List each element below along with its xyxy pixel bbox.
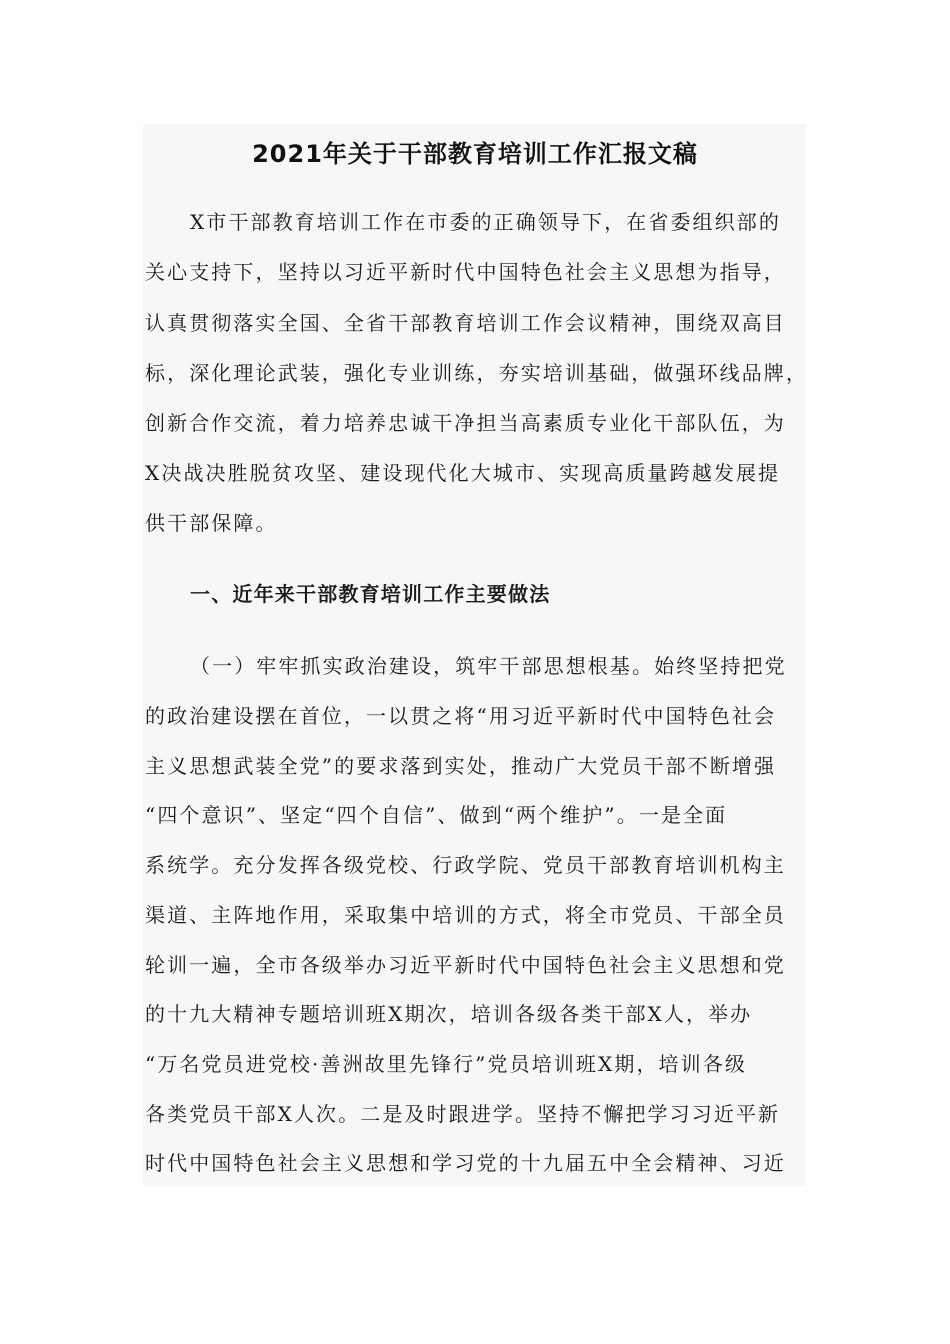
body-line: “万名党员进党校·善洲故里先锋行”党员培训班X期，培训各级 bbox=[145, 1052, 747, 1076]
intro-line: 创新合作交流，着力培养忠诚干净担当高素质专业化干部队伍，为 bbox=[145, 411, 786, 435]
body-line: （一）牢牢抓实政治建设，筑牢干部思想根基。始终坚持把党 bbox=[190, 654, 787, 678]
body-line: “四个意识”、坚定“四个自信”、做到“两个维护”。一是全面 bbox=[145, 803, 728, 827]
section-heading: 一、近年来干部教育培训工作主要做法 bbox=[190, 582, 551, 606]
intro-line: 供干部保障。 bbox=[145, 511, 278, 535]
body-line: 的政治建设摆在首位，一以贯之将“用习近平新时代中国特色社会 bbox=[145, 704, 777, 728]
document-title: 2021年关于干部教育培训工作汇报文稿 bbox=[252, 140, 698, 168]
body-line: 轮训一遍，全市各级举办习近平新时代中国特色社会主义思想和党 bbox=[145, 953, 786, 977]
intro-line: 认真贯彻落实全国、全省干部教育培训工作会议精神，围绕双高目 bbox=[145, 311, 786, 335]
intro-line: X决战决胜脱贫攻坚、建设现代化大城市、实现高质量跨越发展提 bbox=[145, 461, 781, 485]
body-line: 的十九大精神专题培训班X期次，培训各级各类干部X人，举办 bbox=[145, 1002, 753, 1026]
intro-line: 标，深化理论武装，强化专业训练，夯实培训基础，做强环线品牌， bbox=[145, 361, 808, 385]
intro-line: X市干部教育培训工作在市委的正确领导下，在省委组织部的 bbox=[190, 210, 781, 234]
body-line: 时代中国特色社会主义思想和学习党的十九届五中全会精神、习近 bbox=[145, 1151, 786, 1175]
intro-line: 关心支持下，坚持以习近平新时代中国特色社会主义思想为指导， bbox=[145, 260, 786, 284]
body-line: 各类党员干部X人次。二是及时跟进学。坚持不懈把学习习近平新 bbox=[145, 1102, 781, 1126]
body-line: 渠道、主阵地作用，采取集中培训的方式，将全市党员、干部全员 bbox=[145, 903, 786, 927]
body-line: 系统学。充分发挥各级党校、行政学院、党员干部教育培训机构主 bbox=[145, 853, 786, 877]
body-line: 主义思想武装全党”的要求落到实处，推动广大党员干部不断增强 bbox=[145, 754, 777, 778]
